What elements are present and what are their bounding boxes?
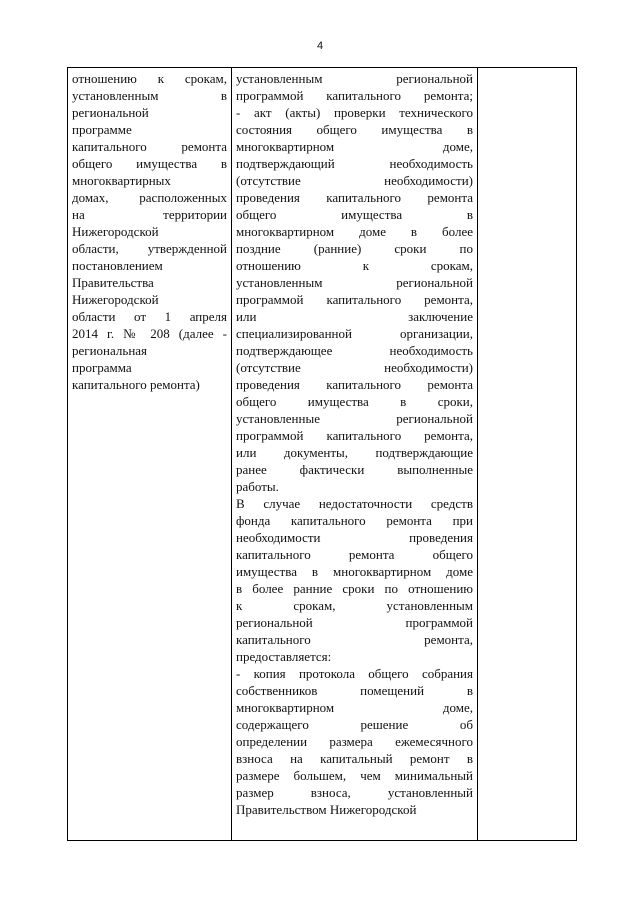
text-line: проведения капитального ремонта	[236, 190, 473, 205]
text-line: программой капитального ремонта,	[236, 428, 473, 443]
text-line: капитального ремонта,	[236, 632, 473, 647]
text-line: специализированной организации,	[236, 326, 473, 341]
text-line: многоквартирном доме в более	[236, 224, 473, 239]
text-line: домах, расположенных	[72, 190, 227, 205]
page-number: 4	[316, 40, 324, 52]
text-line: (отсутствие необходимости)	[236, 360, 473, 375]
text-line: общего имущества в сроки,	[236, 394, 473, 409]
text-line: взноса на капитальный ремонт в	[236, 751, 473, 766]
text-line: региональная	[72, 343, 148, 358]
text-line: размере большем, чем минимальный	[236, 768, 473, 783]
text-line: В случае недостаточности средств	[236, 496, 473, 511]
text-line: или заключение	[236, 309, 473, 324]
text-line: подтверждающее необходимость	[236, 343, 473, 358]
text-line: собственников помещений в	[236, 683, 473, 698]
text-line: капитального ремонта общего	[236, 547, 473, 562]
text-line: размер взноса, установленный	[236, 785, 473, 800]
text-line: программа	[72, 360, 132, 375]
table-cell-column-2	[232, 68, 478, 840]
column-1-text	[68, 68, 231, 393]
text-line: многоквартирных	[72, 173, 171, 188]
text-line: на территории	[72, 207, 227, 222]
text-line: области от 1 апреля	[72, 309, 227, 324]
text-line: установленным региональной	[236, 275, 473, 290]
text-line: Правительством Нижегородской	[236, 802, 417, 817]
text-line: установленным региональной	[236, 71, 473, 86]
text-line: постановлением	[72, 258, 163, 273]
text-line: содержащего решение об	[236, 717, 473, 732]
text-line: Правительства	[72, 275, 154, 290]
text-line: подтверждающий необходимость	[236, 156, 473, 171]
text-line: предоставляется:	[236, 649, 332, 664]
column-3-text	[478, 68, 576, 70]
text-line: программе	[72, 122, 132, 137]
text-line: (отсутствие необходимости)	[236, 173, 473, 188]
text-line: Нижегородской	[72, 292, 159, 307]
text-line: программой капитального ремонта,	[236, 292, 473, 307]
text-line: установленные региональной	[236, 411, 473, 426]
text-line: 2014 г. № 208 (далее -	[72, 326, 227, 341]
column-2-text	[232, 68, 477, 818]
text-line: капитального ремонта	[72, 139, 227, 154]
text-line: отношению к срокам,	[236, 258, 473, 273]
text-line: многоквартирном доме,	[236, 700, 473, 715]
text-line: установленным в	[72, 88, 227, 103]
text-line: области, утвержденной	[72, 241, 227, 256]
text-line: общего имущества в	[72, 156, 227, 171]
text-line: необходимости проведения	[236, 530, 473, 545]
text-line: в более ранние сроки по отношению	[236, 581, 473, 596]
text-line: ранее фактически выполненные	[236, 462, 473, 477]
text-line: программой капитального ремонта;	[236, 88, 473, 103]
table-cell-column-3	[478, 68, 576, 840]
text-line: поздние (ранние) сроки по	[236, 241, 473, 256]
text-line: имущества в многоквартирном доме	[236, 564, 473, 579]
text-line: капитального ремонта)	[72, 377, 200, 392]
text-line: отношению к срокам,	[72, 71, 227, 86]
text-line: - акт (акты) проверки технического	[236, 105, 473, 120]
text-line: многоквартирном доме,	[236, 139, 473, 154]
text-line: общего имущества в	[236, 207, 473, 222]
text-line: к срокам, установленным	[236, 598, 473, 613]
text-line: работы.	[236, 479, 279, 494]
text-line: региональной программой	[236, 615, 473, 630]
text-line: определении размера ежемесячного	[236, 734, 473, 749]
text-line: состояния общего имущества в	[236, 122, 473, 137]
document-table	[67, 67, 577, 841]
text-line: региональной	[72, 105, 149, 120]
text-line: фонда капитального ремонта при	[236, 513, 473, 528]
text-line: или документы, подтверждающие	[236, 445, 473, 460]
text-line: Нижегородской	[72, 224, 159, 239]
table-cell-column-1	[68, 68, 232, 840]
text-line: проведения капитального ремонта	[236, 377, 473, 392]
text-line: - копия протокола общего собрания	[236, 666, 473, 681]
